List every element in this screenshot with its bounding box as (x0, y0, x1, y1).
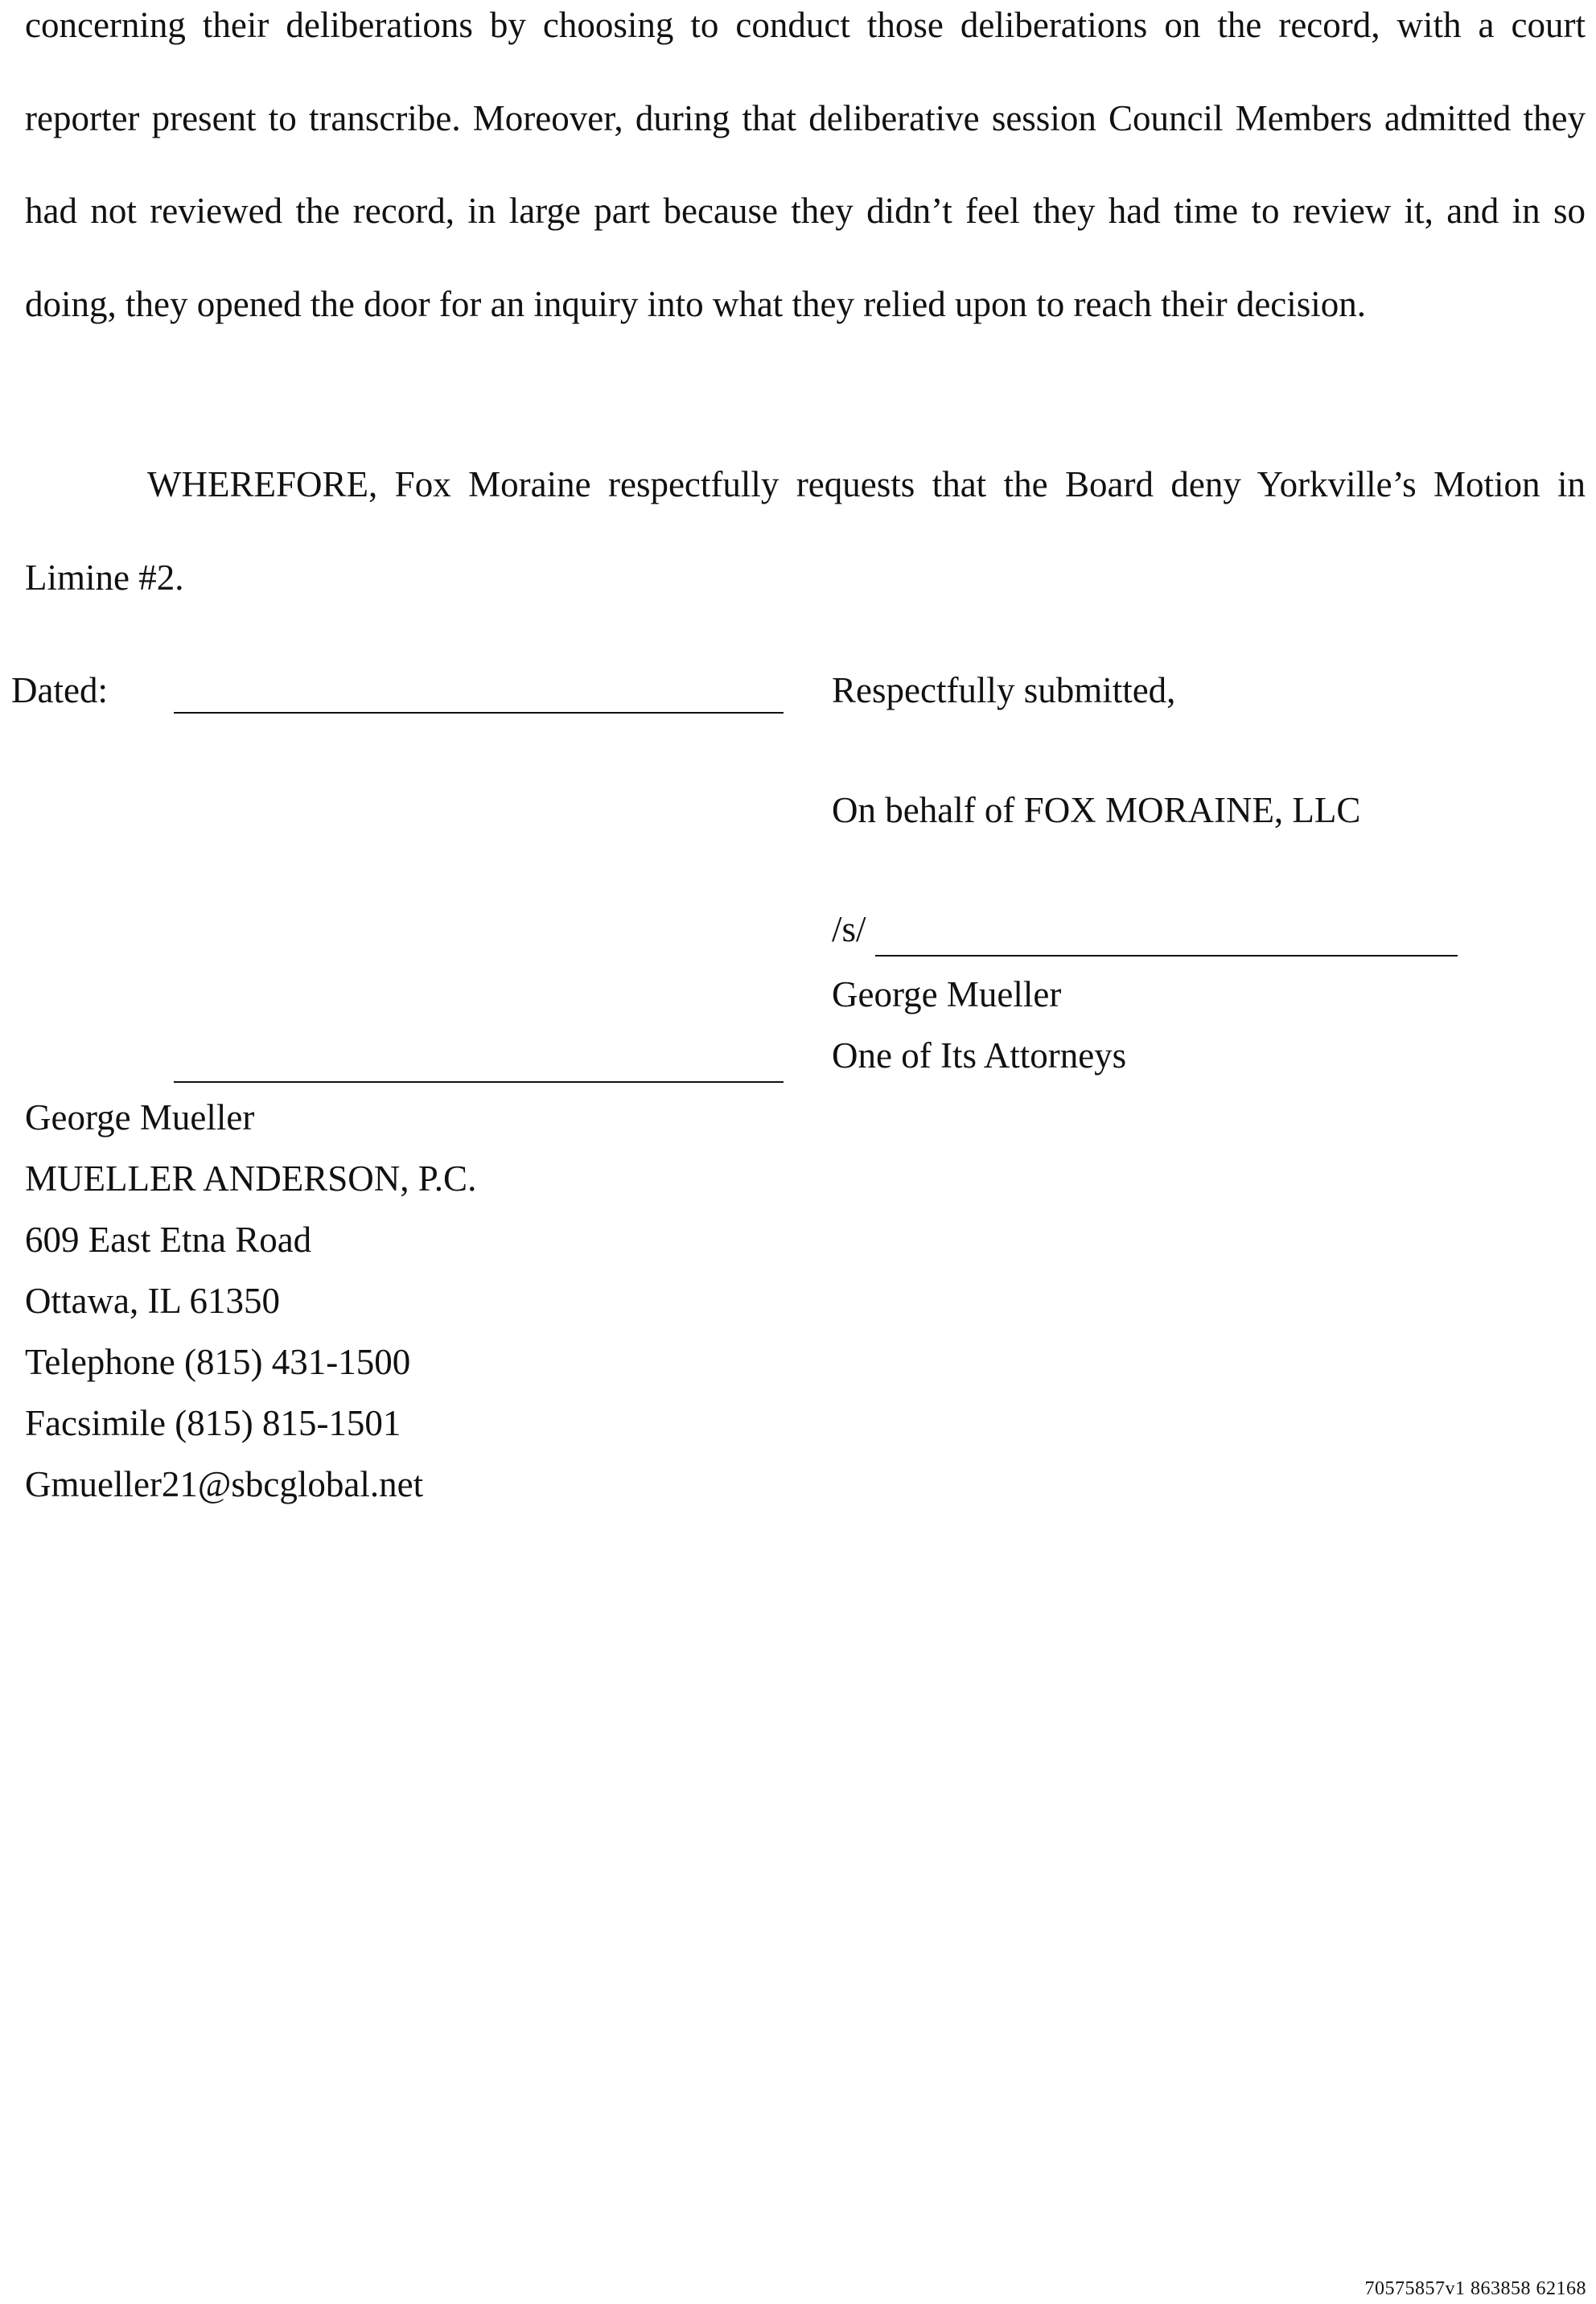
dated-label: Dated: (11, 670, 108, 710)
signature-mark: /s/ (832, 909, 866, 949)
wherefore-paragraph: WHEREFORE, Fox Moraine respectfully requests that the Board deny Yorkville’s Motion in Limine #2. (25, 464, 1586, 598)
email-address: Gmueller21@sbcglobal.net (25, 1464, 424, 1504)
on-behalf-text: On behalf of FOX MORAINE, LLC (832, 790, 1361, 830)
closing-text: Respectfully submitted, (832, 670, 1176, 710)
street-address: 609 East Etna Road (25, 1220, 312, 1260)
date-signature-line (174, 712, 784, 714)
telephone: Telephone (815) 431-1500 (25, 1342, 411, 1382)
signer-name: George Mueller (832, 974, 1062, 1014)
facsimile: Facsimile (815) 815-1501 (25, 1403, 401, 1443)
firm-name: MUELLER ANDERSON, P.C. (25, 1158, 477, 1199)
blank-signature-line (174, 1081, 784, 1083)
signature-line (875, 955, 1458, 957)
document-id-footer: 70575857v1 863858 62168 (1364, 2278, 1586, 2299)
attorney-name: George Mueller (25, 1097, 255, 1138)
signer-title: One of Its Attorneys (832, 1035, 1127, 1076)
city-state-zip: Ottawa, IL 61350 (25, 1281, 280, 1321)
body-paragraph: concerning their deliberations by choosing to conduct those deliberations on the record, with a court reporter present to transcribe. Moreover, during that deliberative session Council Members admitted they had not reviewed the record, in large part because they didn’t feel they had time to review it, and in so doing, they opened the door for an inquiry into what they relied upon to reach their decision. (25, 5, 1586, 324)
